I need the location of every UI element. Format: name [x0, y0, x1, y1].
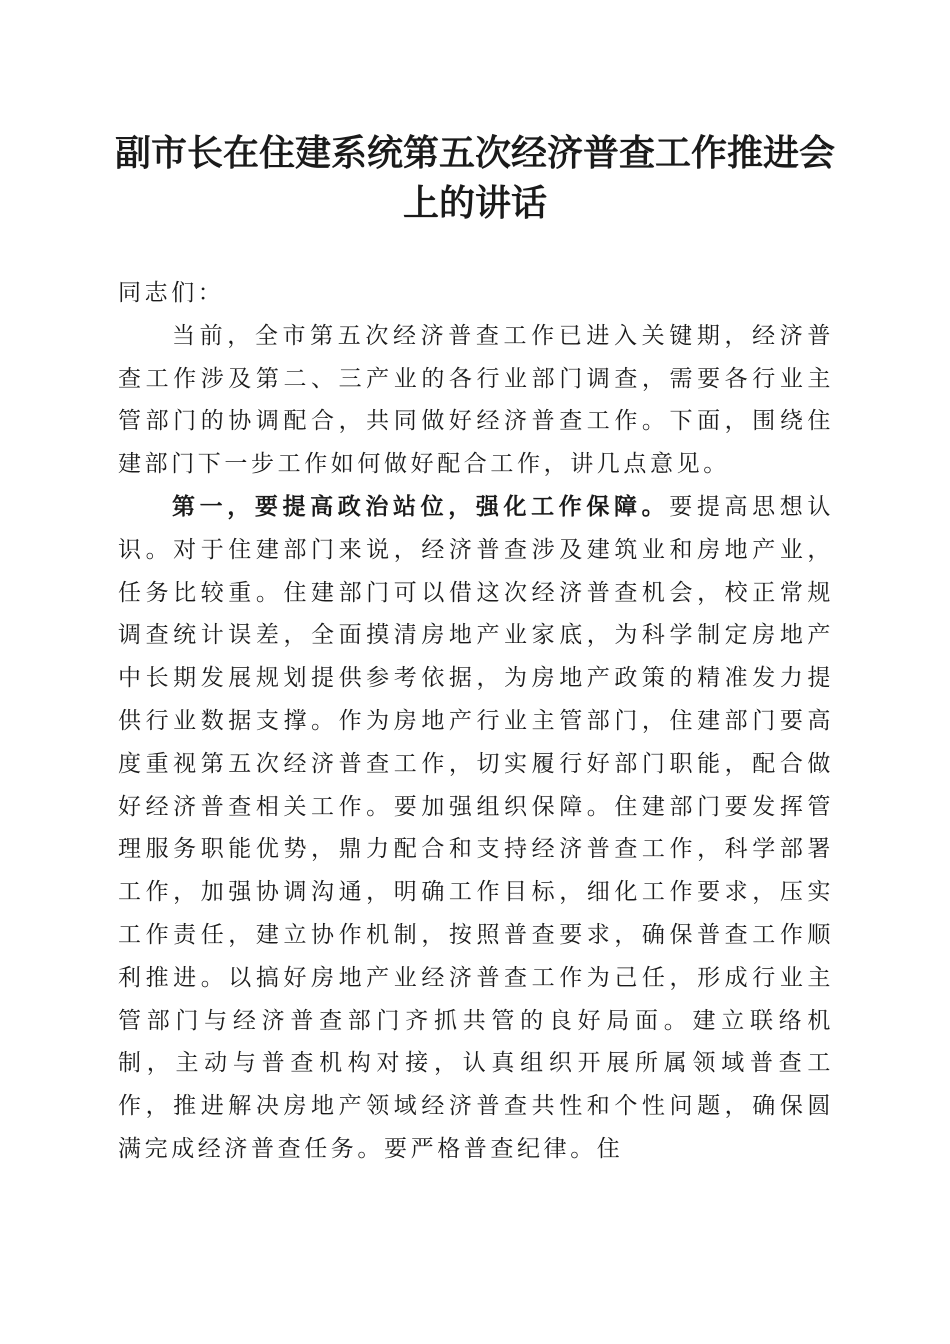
paragraph-2-lead: 第一，要提高政治站位，强化工作保障。: [172, 492, 670, 520]
paragraph-1: 当前，全市第五次经济普查工作已进入关键期，经济普查工作涉及第二、三产业的各行业部门调查，需要各行业主管部门的协调配合，共同做好经济普查工作。下面，围绕住建部门下一步工作如何做好配合工作，讲几点意见。: [118, 322, 834, 478]
title-line-1: 副市长在住建系统第五次经济普查工作推进会: [114, 132, 835, 174]
document-title: [100, 128, 850, 228]
greeting: 同志们：: [118, 280, 225, 306]
document-body: [118, 272, 834, 1171]
paragraph-2: [118, 486, 834, 1171]
paragraph-2-body: 要提高思想认识。对于住建部门来说，经济普查涉及建筑业和房地产业，任务比较重。住建部门可以借这次经济普查机会，校正常规调查统计误差，全面摸清房地产业家底，为科学制定房地产中长期发展规划提供参考依据，为房地产政策的精准发力提供行业数据支撑。作为房地产行业主管部门，住建部门要高度重视第五次经济普查工作，切实履行好部门职能，配合做好经济普查相关工作。要加强组织保障。住建部门要发挥管理服务职能优势，鼎力配合和支持经济普查工作，科学部署工作，加强协调沟通，明确工作目标，细化工作要求，压实工作责任，建立协作机制，按照普查要求，确保普查工作顺利推进。以搞好房地产业经济普查工作为己任，形成行业主管部门与经济普查部门齐抓共管的良好局面。建立联络机制，主动与普查机构对接，认真组织开展所属领域普查工作，推进解决房地产领域经济普查共性和个性问题，确保圆满完成经济普查任务。要严格普查纪律。住: [118, 493, 834, 1162]
title-line-2: 上的讲话: [402, 182, 547, 224]
